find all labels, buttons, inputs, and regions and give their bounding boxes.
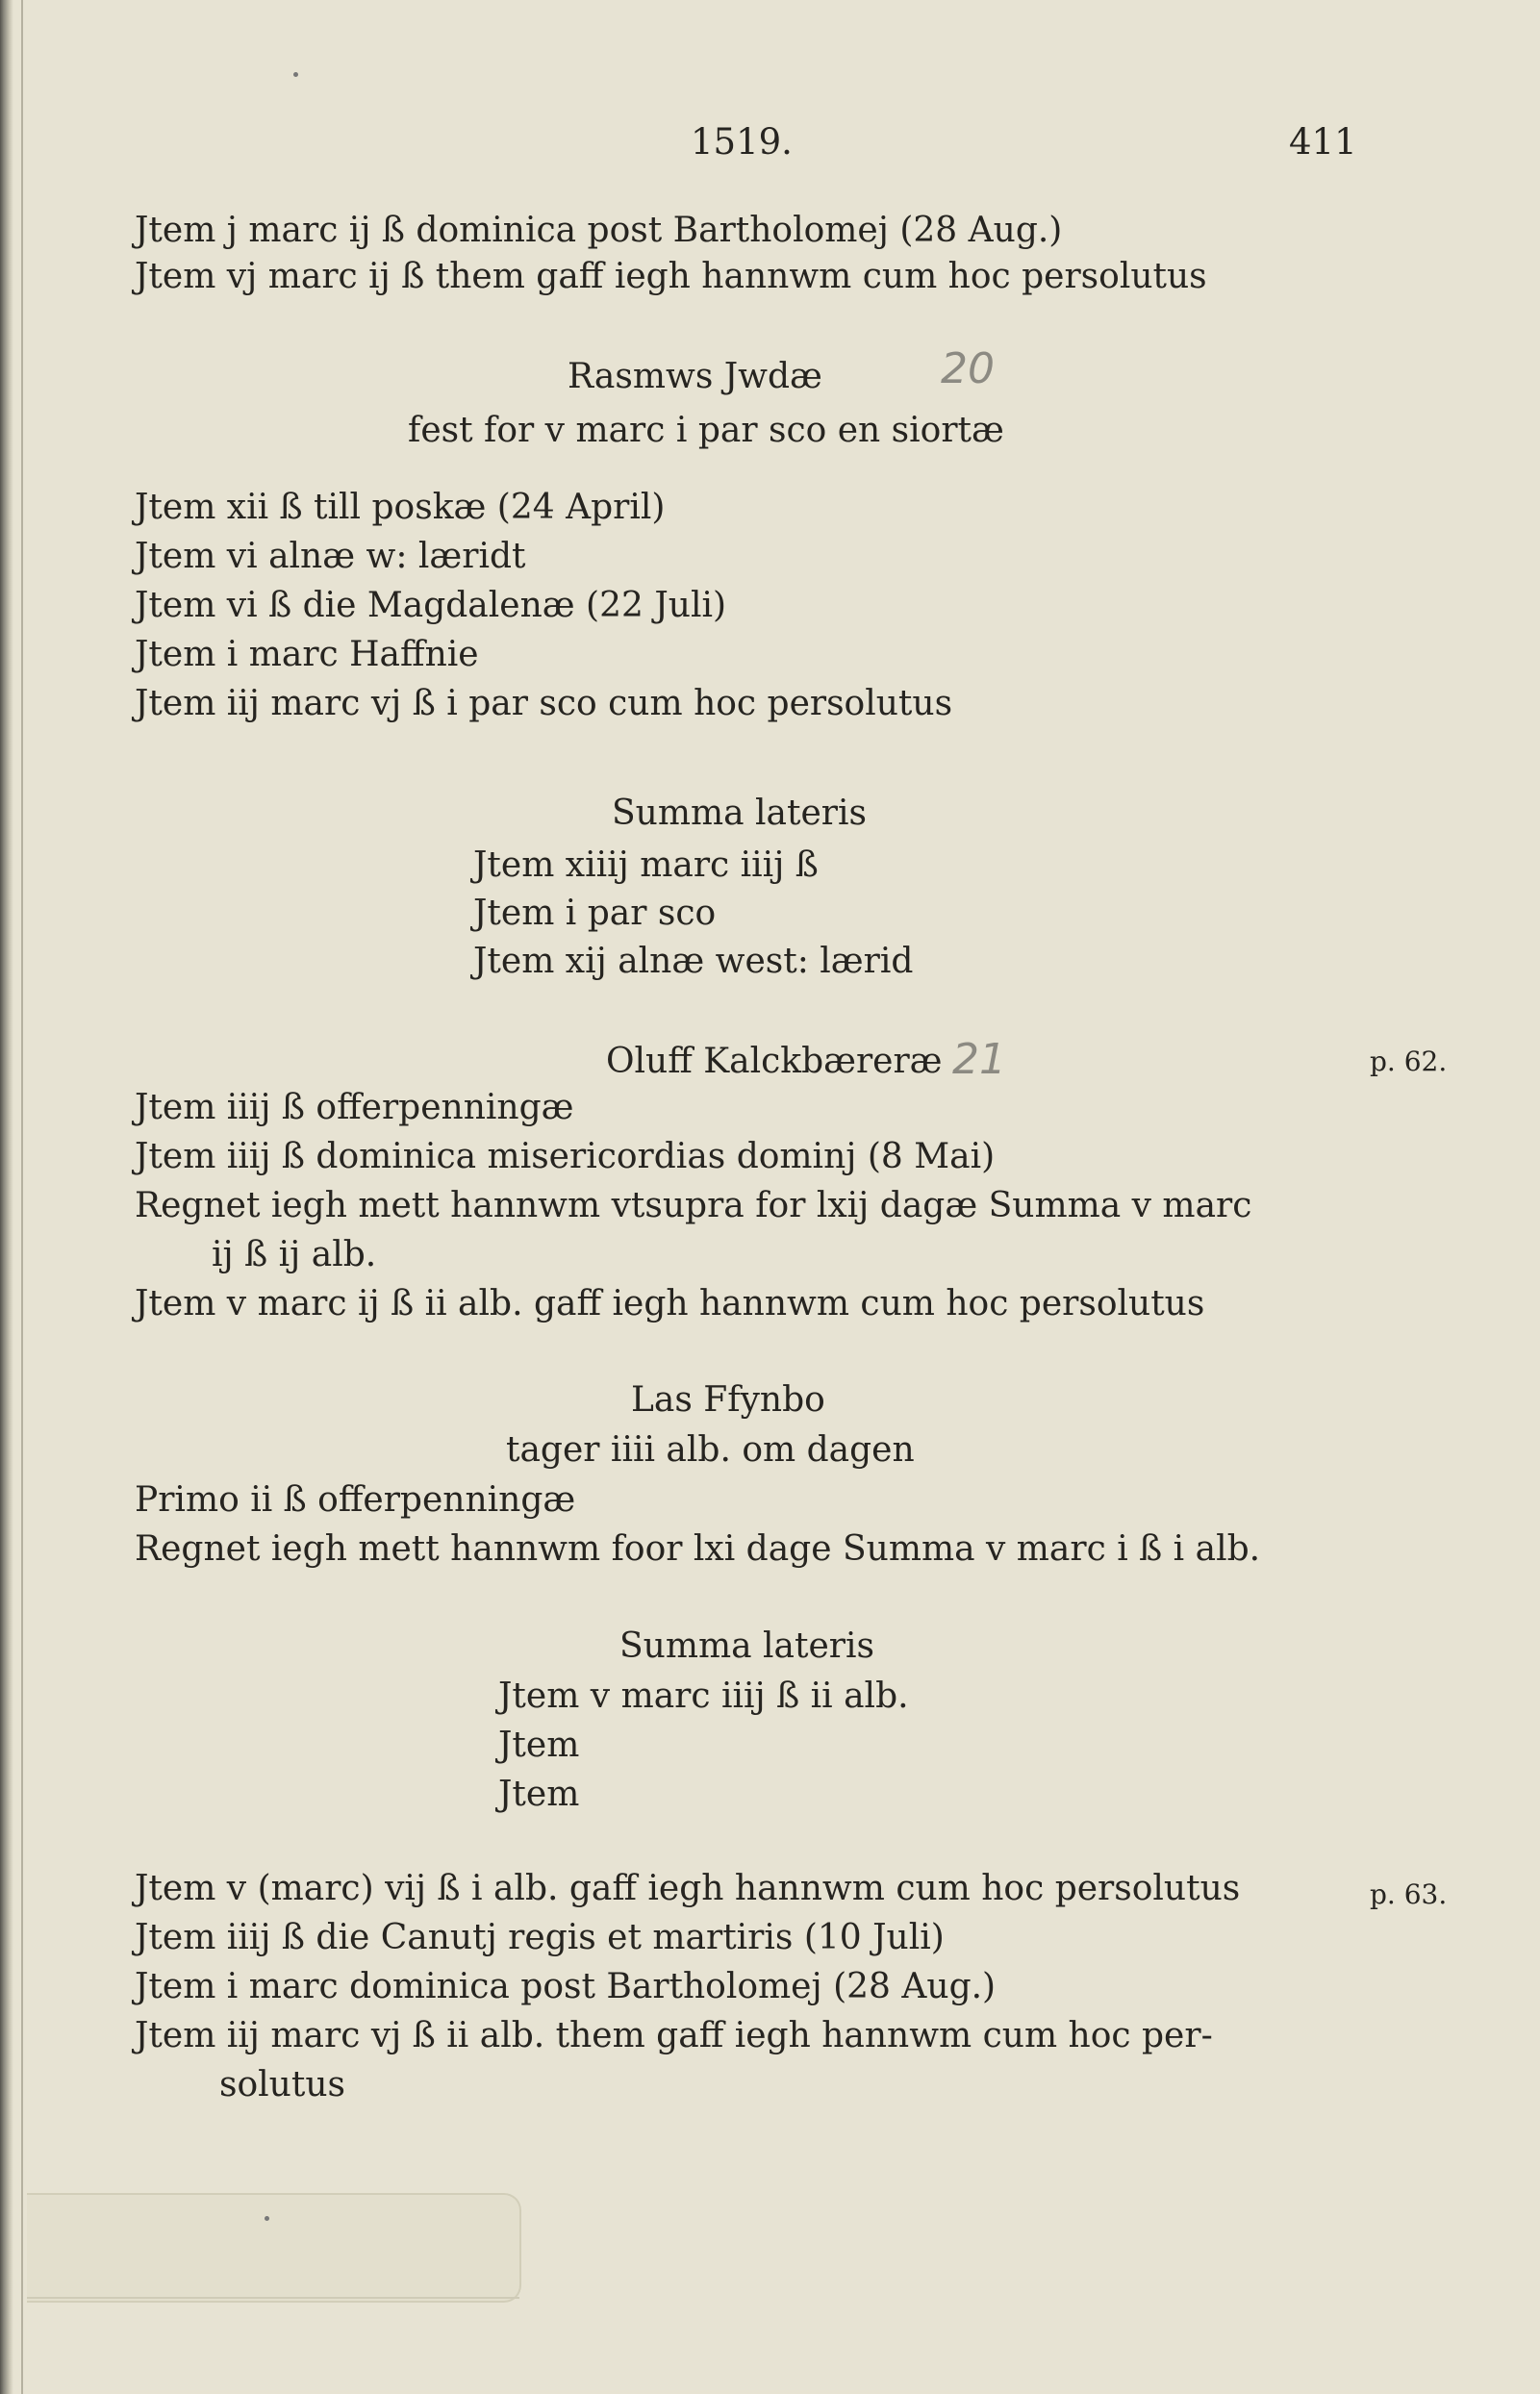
page-number: 411 — [1289, 121, 1357, 163]
section-subheading: tager iiii alb. om dagen — [506, 1430, 915, 1470]
pencil-annotation: 21 — [952, 1035, 1006, 1084]
entry-line: Jtem iij marc vj ß i par sco cum hoc persolutus — [135, 684, 953, 723]
summa-line: Jtem xij alnæ west: lærid — [473, 942, 914, 981]
section-heading: Las Ffynbo — [631, 1380, 825, 1420]
speck — [293, 72, 298, 77]
entry-line: Regnet iegh mett hannwm vtsupra for lxij dagæ Summa v marc — [135, 1186, 1252, 1225]
summa-line: Jtem i par sco — [473, 894, 717, 933]
running-head-year: 1519. — [691, 121, 793, 163]
paper-tab-shadow — [27, 2193, 521, 2303]
entry-line: Jtem j marc ij ß dominica post Bartholomej (28 Aug.) — [135, 211, 1063, 250]
entry-line: Jtem i marc Haffnie — [135, 635, 479, 674]
margin-page-reference: p. 63. — [1370, 1878, 1448, 1910]
margin-page-reference: p. 62. — [1370, 1046, 1448, 1077]
pencil-annotation: 20 — [941, 344, 995, 393]
summa-lateris-heading: Summa lateris — [612, 794, 867, 833]
summa-line: Jtem xiiij marc iiij ß — [473, 845, 819, 885]
summa-lateris-heading: Summa lateris — [619, 1626, 874, 1666]
entry-line: Jtem vj marc ij ß them gaff iegh hannwm cum hoc persolutus — [135, 257, 1207, 296]
summa-line: Jtem — [498, 1775, 580, 1814]
entry-line: Jtem xii ß till poskæ (24 April) — [135, 488, 666, 527]
entry-line: Jtem v (marc) vij ß i alb. gaff iegh hannwm cum hoc persolutus — [135, 1869, 1241, 1908]
page-binding-edge — [0, 0, 13, 2394]
entry-line: Primo ii ß offerpenningæ — [135, 1480, 576, 1520]
section-subheading: fest for v marc i par sco en siortæ — [408, 411, 1004, 450]
entry-line-continuation: ij ß ij alb. — [212, 1235, 377, 1274]
entry-line: Jtem vi ß die Magdalenæ (22 Juli) — [135, 586, 727, 625]
summa-line: Jtem — [498, 1726, 580, 1765]
summa-line: Jtem v marc iiij ß ii alb. — [498, 1676, 909, 1716]
entry-line: Jtem iiij ß dominica misericordias dominj (8 Mai) — [135, 1137, 996, 1176]
page-binding-line — [21, 0, 23, 2394]
entry-line-continuation: solutus — [219, 2065, 345, 2104]
entry-line: Jtem i marc dominica post Bartholomej (28 Aug.) — [135, 1967, 997, 2006]
section-heading: Oluff Kalckbæreræ — [606, 1042, 943, 1081]
entry-line: Jtem vi alnæ w: læridt — [135, 537, 526, 576]
entry-line: Regnet iegh mett hannwm foor lxi dage Summa v marc i ß i alb. — [135, 1529, 1261, 1569]
speck — [265, 2216, 269, 2221]
paper-tab-edge — [27, 2297, 519, 2299]
section-heading: Rasmws Jwdæ — [568, 357, 822, 396]
entry-line: Jtem iiij ß die Canutj regis et martiris (10 Juli) — [135, 1918, 945, 1957]
entry-line: Jtem iij marc vj ß ii alb. them gaff iegh hannwm cum hoc per- — [135, 2016, 1213, 2055]
entry-line: Jtem v marc ij ß ii alb. gaff iegh hannwm cum hoc persolutus — [135, 1284, 1205, 1323]
entry-line: Jtem iiij ß offerpenningæ — [135, 1088, 574, 1127]
